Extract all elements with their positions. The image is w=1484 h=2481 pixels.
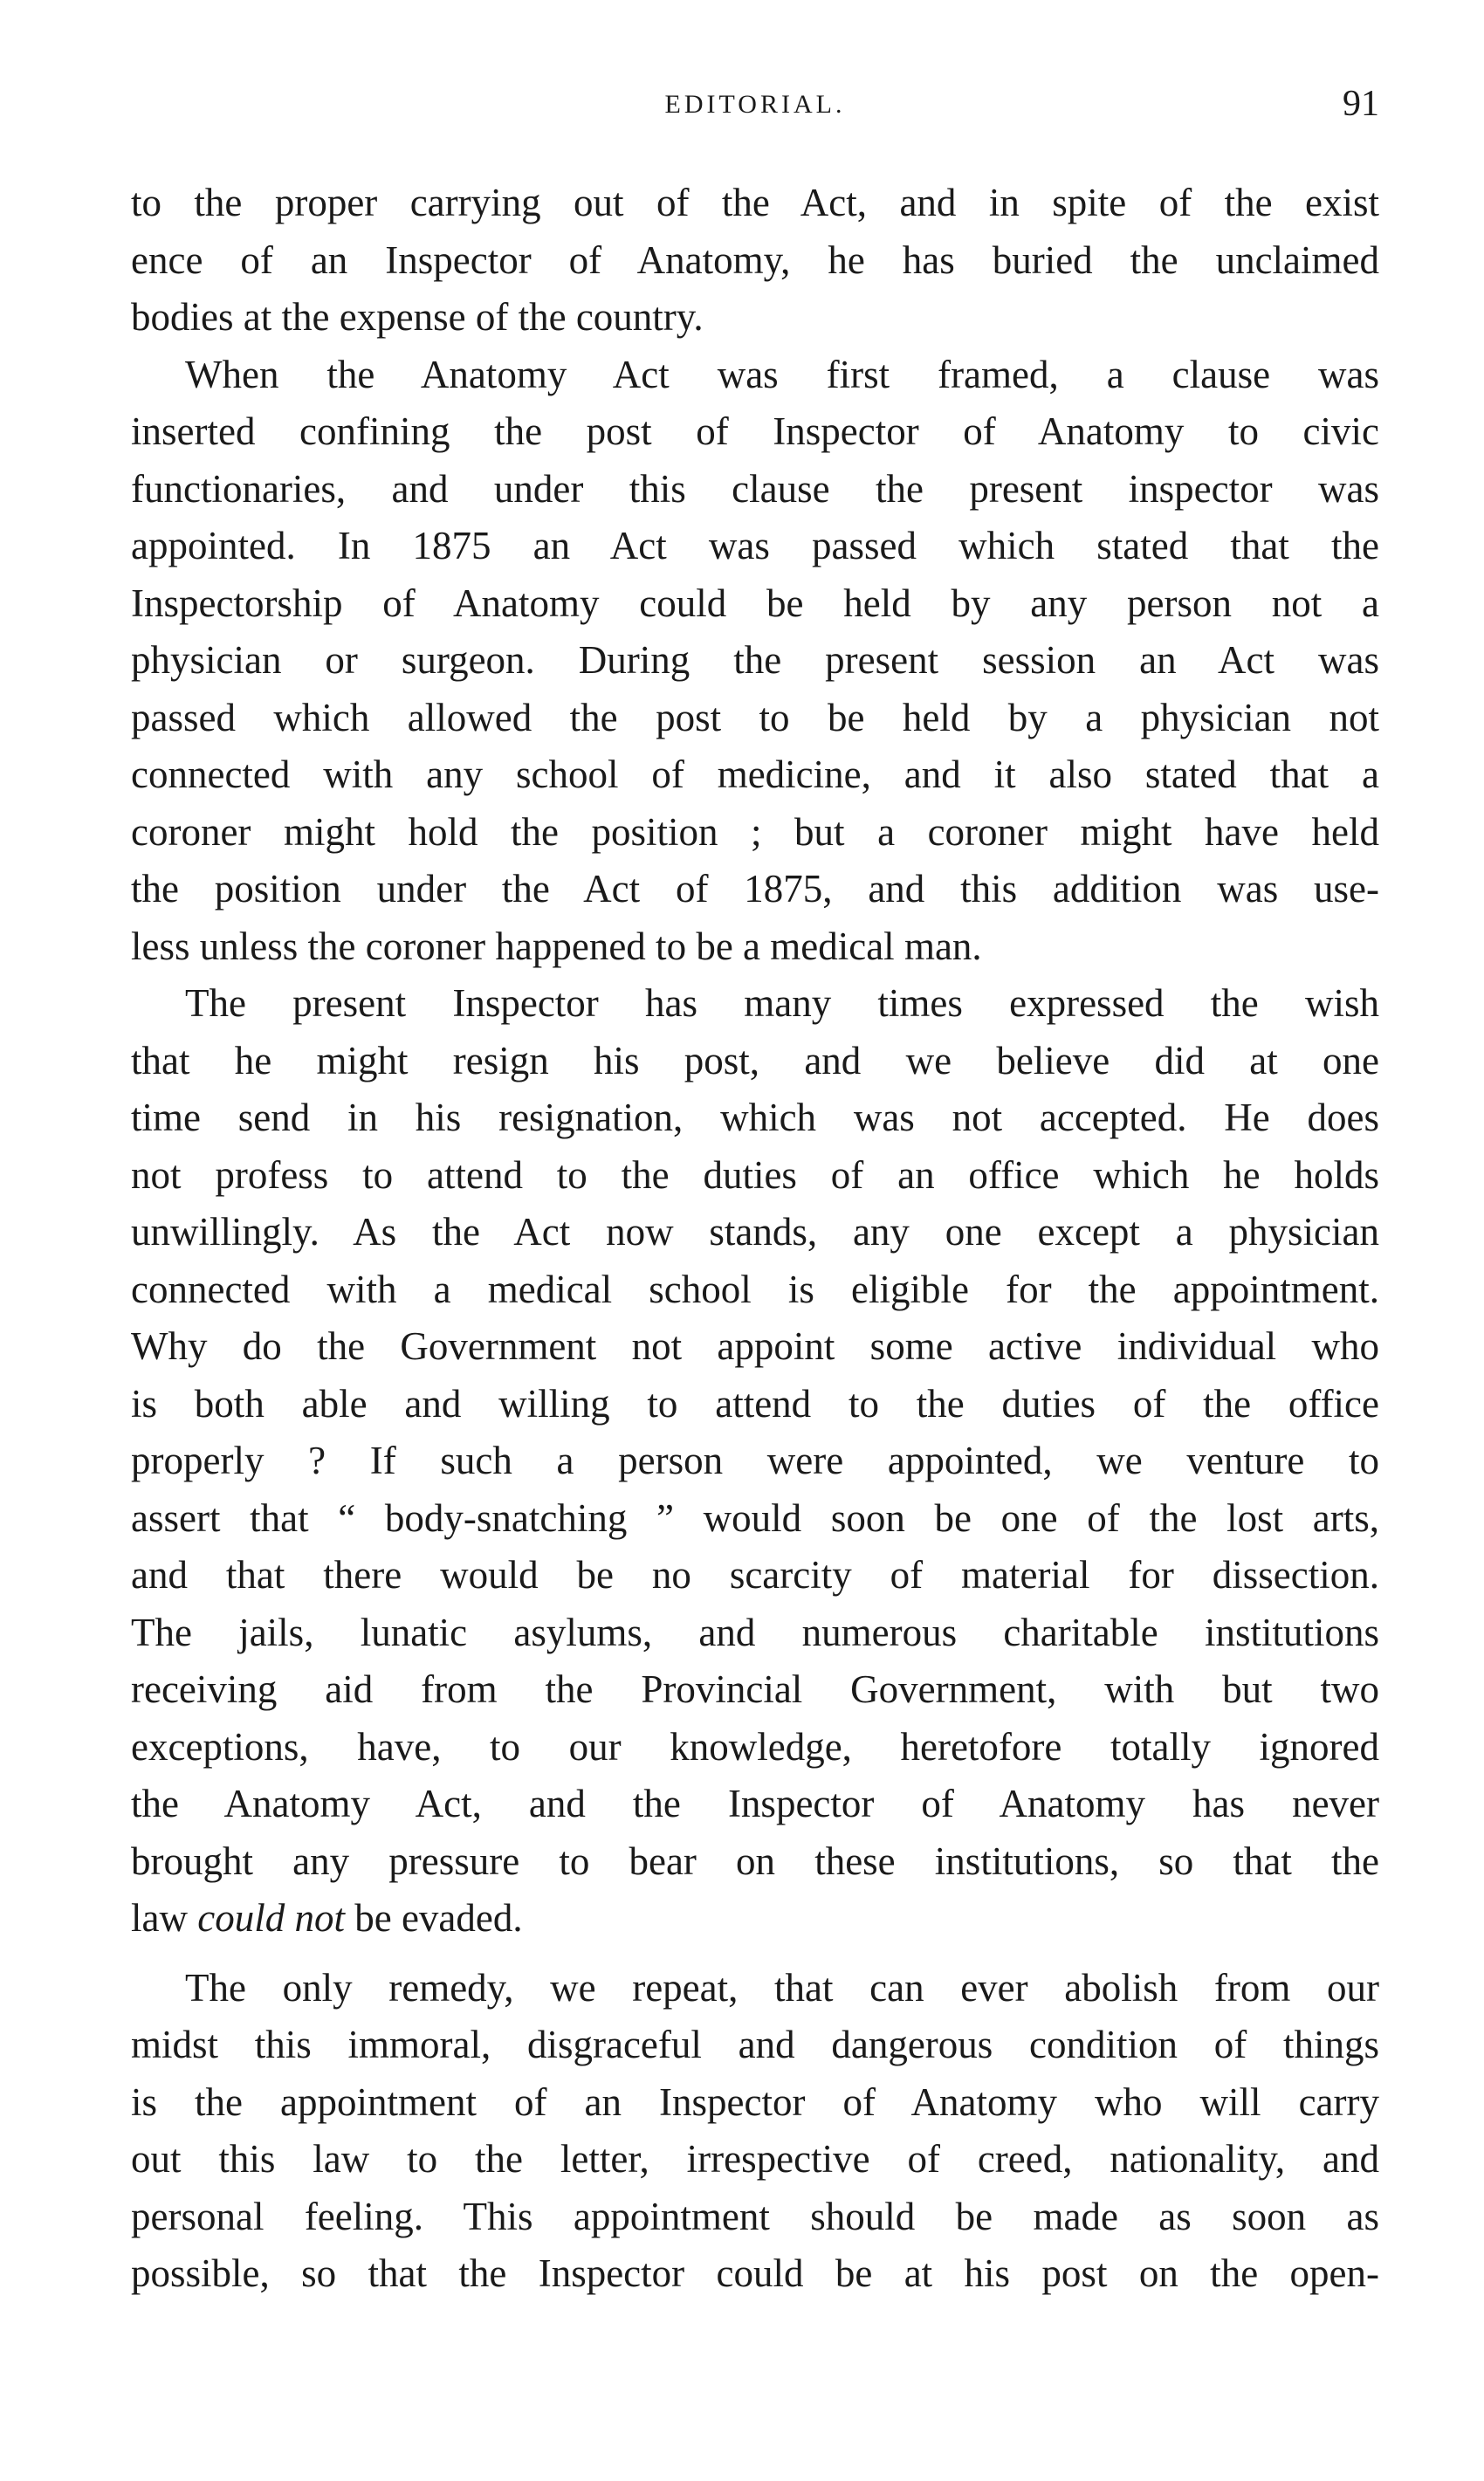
text-line: that he might resign his post, and we believe did at one [131, 1038, 1379, 1082]
paragraph-2 [131, 347, 1379, 976]
text-line: When the Anatomy Act was first framed, a clause was [185, 352, 1379, 396]
text-fragment: be evaded. [344, 1896, 523, 1940]
running-title: EDITORIAL. [664, 90, 846, 119]
text-fragment: law [131, 1896, 198, 1940]
text-line: connected with any school of medicine, and it also stated that a [131, 753, 1379, 796]
text-line: time send in his resignation, which was not accepted. He does [131, 1096, 1379, 1139]
text-line: midst this immoral, disgraceful and dangerous condition of things [131, 2023, 1379, 2066]
text-line: receiving aid from the Provincial Government, with but two [131, 1667, 1379, 1711]
text-line: to the proper carrying out of the Act, and in spite of the exist [131, 181, 1379, 224]
text-line: personal feeling. This appointment should be made as soon as [131, 2194, 1379, 2238]
text-line: out this law to the letter, irrespective of creed, nationality, and [131, 2137, 1379, 2181]
text-line [131, 1890, 1379, 1948]
paragraph-3 [131, 975, 1379, 1948]
text-line: is the appointment of an Inspector of Anatomy who will carry [131, 2079, 1379, 2124]
text-line: The only remedy, we repeat, that can ever abolish from our [185, 1965, 1379, 2010]
text-line: assert that “ body-snatching ” would soon be one of the lost arts, [131, 1495, 1379, 1540]
text-line: passed which allowed the post to be held by a physician not [131, 695, 1379, 739]
text-line: possible, so that the Inspector could be at his post on the open- [131, 2251, 1379, 2295]
text-line: the position under the Act of 1875, and this addition was use- [131, 867, 1379, 911]
text-line: The jails, lunatic asylums, and numerous charitable institutions [131, 1610, 1379, 1654]
running-head [131, 83, 1379, 144]
text-line: and that there would be no scarcity of material for dissection. [131, 1553, 1379, 1597]
paragraph-1 [131, 175, 1379, 347]
text-line: appointed. In 1875 an Act was passed which stated that the [131, 524, 1379, 567]
text-line: functionaries, and under this clause the present inspector was [131, 466, 1379, 511]
text-line: coroner might hold the position ; but a coroner might have held [131, 809, 1379, 854]
text-line: not profess to attend to the duties of an office which he holds [131, 1152, 1379, 1197]
text-line: properly ? If such a person were appointed, we venture to [131, 1439, 1379, 1482]
text-line: less unless the coroner happened to be a medical man. [131, 924, 982, 968]
text-line: is both able and willing to attend to the duties of the office [131, 1381, 1379, 1426]
text-line: the Anatomy Act, and the Inspector of Anatomy has never [131, 1782, 1379, 1825]
text-line: brought any pressure to bear on these institutions, so that the [131, 1838, 1379, 1883]
page-number: 91 [1343, 84, 1379, 124]
paragraph-4 [131, 1960, 1379, 2303]
text-line: Inspectorship of Anatomy could be held by any person not a [131, 581, 1379, 625]
text-line: Why do the Government not appoint some active individual who [131, 1324, 1379, 1368]
article-body [131, 175, 1379, 2303]
text-line: The present Inspector has many times expressed the wish [185, 981, 1379, 1025]
text-line: physician or surgeon. During the present session an Act was [131, 638, 1379, 682]
text-line: bodies at the expense of the country. [131, 295, 704, 339]
text-line: exceptions, have, to our knowledge, heretofore totally ignored [131, 1724, 1379, 1769]
italic-emphasis: could not [197, 1896, 345, 1940]
text-line: unwillingly. As the Act now stands, any one except a physician [131, 1210, 1379, 1254]
text-line: connected with a medical school is eligible for the appointment. [131, 1267, 1379, 1311]
text-line: inserted confining the post of Inspector of Anatomy to civic [131, 409, 1379, 453]
text-line: ence of an Inspector of Anatomy, he has buried the unclaimed [131, 237, 1379, 282]
